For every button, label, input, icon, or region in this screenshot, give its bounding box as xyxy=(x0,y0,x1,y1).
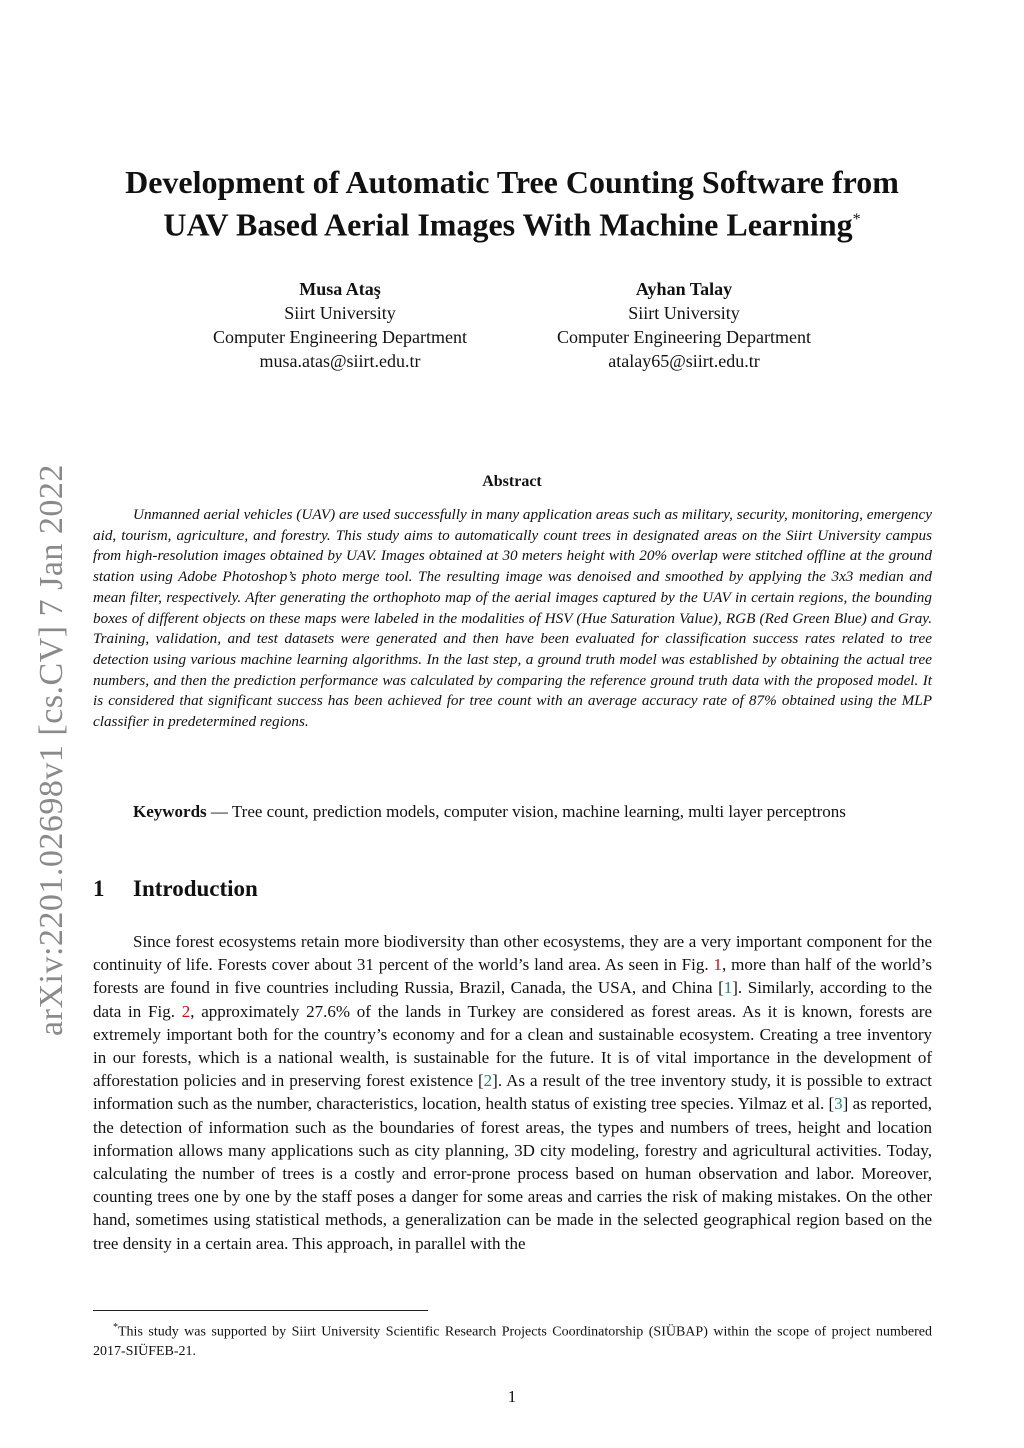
footnote-divider xyxy=(93,1310,428,1311)
footnote xyxy=(93,1318,932,1361)
intro-text: ]. As a result of the tree inventory study, it is possible to extract information such as the number, characteristics, location, health status of existing tree species. Yilmaz et al. [ xyxy=(93,1071,932,1114)
author-email: musa.atas@siirt.edu.tr xyxy=(259,351,421,371)
intro-text: , more than half of the world’s forests are found in five countries including Russia, Brazil, Canada, the USA, and China [ xyxy=(93,955,933,998)
intro-text: Since forest ecosystems retain more biodiversity than other ecosystems, they are a very important component for the continuity of life. Forests cover about 31 percent of the world’s land area. As seen in Fig. xyxy=(93,932,932,975)
keywords-text: Tree count, prediction models, computer vision, machine learning, multi layer perceptrons xyxy=(231,802,846,821)
citation-link-1[interactable]: 1 xyxy=(723,978,733,998)
arxiv-identifier: arXiv:2201.02698v1 [cs.CV] 7 Jan 2022 xyxy=(33,464,70,1036)
title-footnote-mark: * xyxy=(852,211,861,228)
author-department: Computer Engineering Department xyxy=(213,327,467,347)
author-affiliation: Siirt University xyxy=(628,303,740,323)
author-affiliation: Siirt University xyxy=(284,303,396,323)
keywords-paragraph xyxy=(93,800,932,823)
citation-link-3[interactable]: 3 xyxy=(834,1094,843,1114)
author-name: Musa Ataş xyxy=(299,279,381,299)
keywords-separator: — xyxy=(206,802,232,821)
figure-link-2[interactable]: 2 xyxy=(181,1001,191,1021)
author-department: Computer Engineering Department xyxy=(557,327,811,347)
section-heading xyxy=(93,876,258,902)
abstract-heading: Abstract xyxy=(482,473,542,490)
citation-link-2[interactable]: 2 xyxy=(483,1071,493,1091)
author-name: Ayhan Talay xyxy=(635,279,733,299)
footnote-text: This study was supported by Siirt University Scientific Research Projects Coordinatorship (SIÜBAP) within the scope of project numbered 2017-SIÜFEB-21. xyxy=(93,1324,932,1359)
author-block-1 xyxy=(180,277,500,373)
footnote-mark: * xyxy=(113,1322,118,1333)
paper-title xyxy=(70,164,954,244)
title-line-1: Development of Automatic Tree Counting Software from xyxy=(125,164,899,200)
author-block-2 xyxy=(524,277,844,373)
intro-text: ]. Similarly, according to the data in Fig. xyxy=(93,978,932,1021)
figure-link-1[interactable]: 1 xyxy=(713,955,722,975)
intro-text: , approximately 27.6% of the lands in Turkey are considered as forest areas. As it is known, forests are extremely important both for the country’s economy and for a clean and sustainable ecosystem. Creating a tree inventory in our forests, which is a national wealth, is sustainable for the future. It is of vital importance in the development of afforestation policies and in preserving forest existence [ xyxy=(93,1001,932,1091)
keywords-label: Keywords xyxy=(133,802,207,821)
arxiv-side-stamp xyxy=(30,460,74,1040)
author-email: atalay65@siirt.edu.tr xyxy=(608,351,760,371)
section-number: 1 xyxy=(93,876,105,901)
intro-text: ] as reported, the detection of information such as the boundaries of forest areas, the types and numbers of trees, height and location information allows many applications such as city planning, 3D city modeling, forestry and agricultural activities. Today, calculating the number of trees is a costly and error-prone process based on human observation and labor. Moreover, counting trees one by one by the staff poses a danger for some areas and carries the risk of making mistakes. On the other hand, sometimes using statistical methods, a generalization can be made in the selected geographical region based on the tree density in a certain area. This approach, in parallel with the xyxy=(93,1094,932,1253)
title-line-2: UAV Based Aerial Images With Machine Learning xyxy=(163,206,853,243)
page-number: 1 xyxy=(507,1387,517,1406)
section-title: Introduction xyxy=(133,876,258,901)
abstract-text: Unmanned aerial vehicles (UAV) are used successfully in many application areas such as military, security, monitoring, emergency aid, tourism, agriculture, and forestry. This study aims to automatically count trees in designated areas on the Siirt University campus from high-resolution images obtained by UAV. Images obtained at 30 meters height with 20% overlap were stitched offline at the ground station using Adobe Photoshop’s photo merge tool. The resulting image was denoised and smoothed by applying the 3x3 median and mean filter, respectively. After generating the orthophoto map of the aerial images captured by the UAV in certain regions, the bounding boxes of different objects on these maps were labeled in the modalities of HSV (Hue Saturation Value), RGB (Red Green Blue) and Gray. Training, validation, and test datasets were generated and then have been evaluated for classification success rates related to tree detection using various machine learning algorithms. In the last step, a ground truth model was established by obtaining the actual tree numbers, and then the prediction performance was calculated by comparing the reference ground truth data with the proposed model. It is considered that significant success has been achieved for tree count with an average accuracy rate of 87% obtained using the MLP classifier in predetermined regions. xyxy=(93,506,932,731)
introduction-paragraph xyxy=(93,930,932,1255)
